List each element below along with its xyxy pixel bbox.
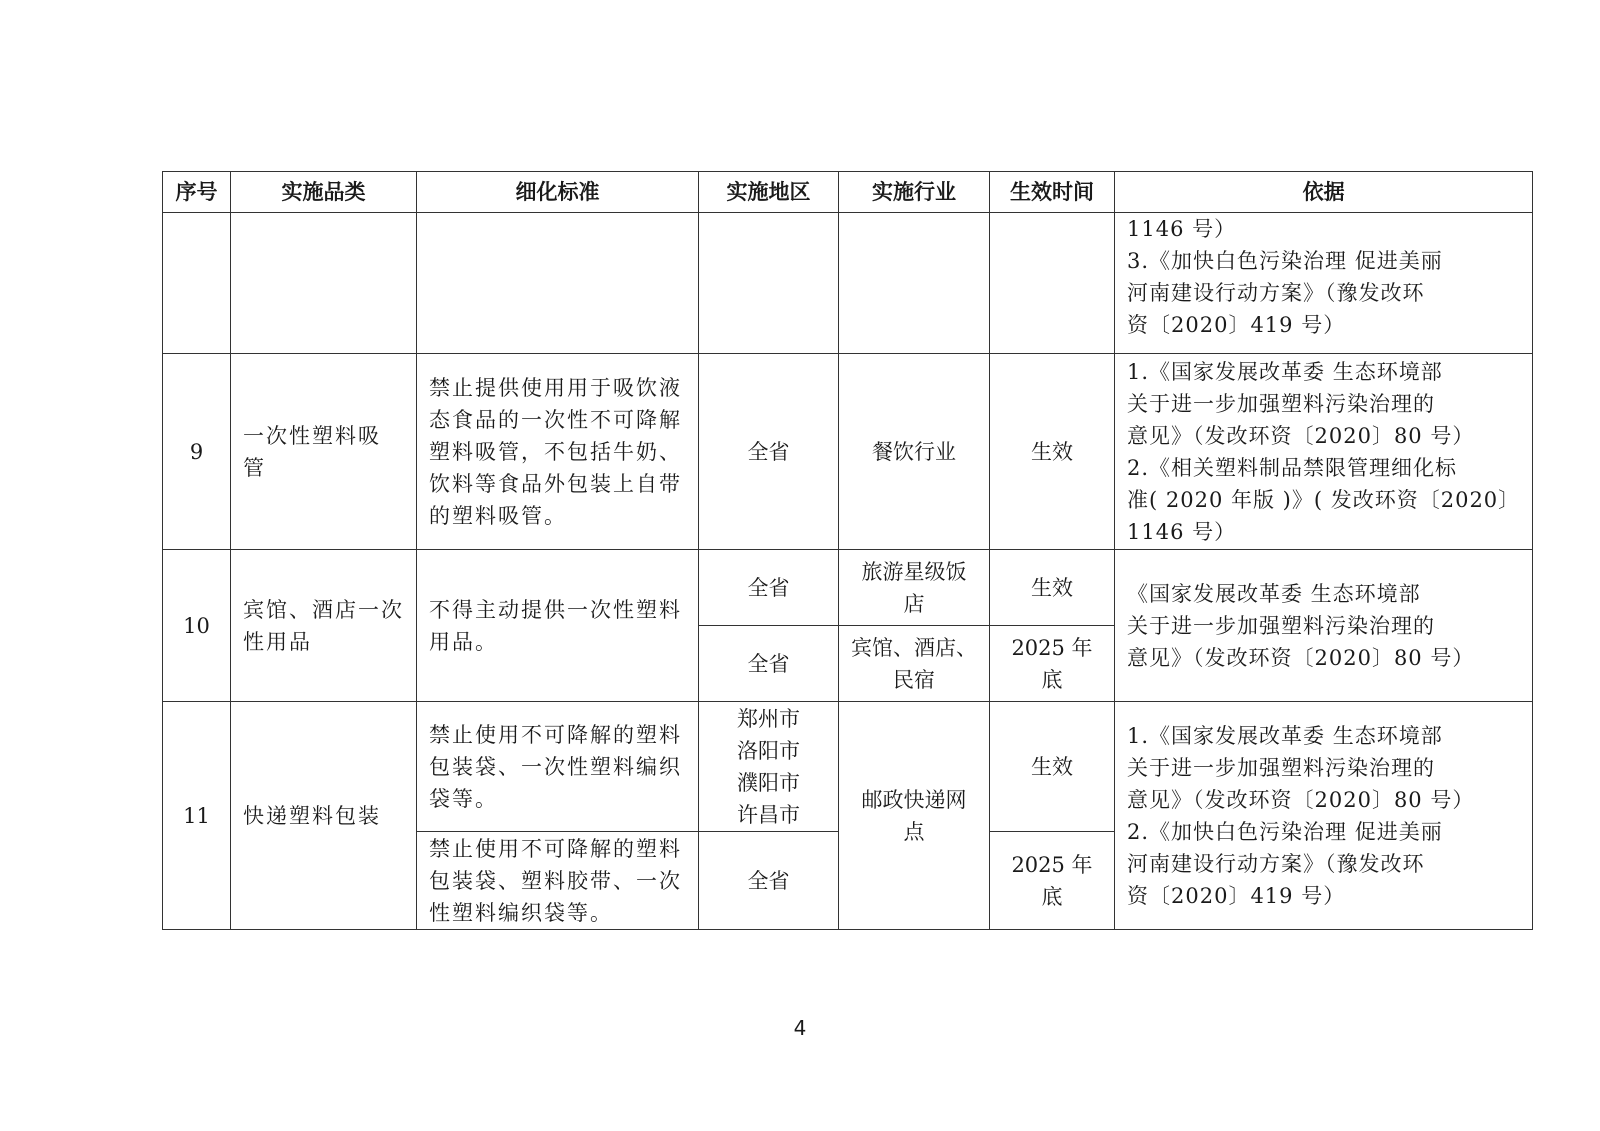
standard-line: 禁止提供使用用于吸饮液: [429, 375, 682, 400]
table-row-continuation: [163, 213, 1533, 354]
cell-standard: [417, 354, 699, 550]
standard-line: 塑料吸管，不包括牛奶、: [429, 439, 682, 464]
cell-region: 全省: [699, 626, 839, 702]
basis-line: 2.《加快白色污染治理 促进美丽: [1127, 819, 1443, 844]
cell-industry: [839, 702, 990, 930]
cell-industry: [839, 550, 990, 626]
header-row: [163, 172, 1533, 213]
basis-line: 3.《加快白色污染治理 促进美丽: [1127, 249, 1443, 273]
category-line: 管: [243, 455, 266, 480]
industry-line: 点: [903, 819, 925, 844]
basis-line: 关于进一步加强塑料污染治理的: [1127, 755, 1435, 780]
category-line: 宾馆、酒店一次: [243, 597, 404, 622]
basis-line: 1146 号）: [1127, 217, 1237, 241]
cell-effective: 2025 年底: [990, 832, 1115, 930]
cell-basis-continuation: [1115, 213, 1533, 354]
basis-line: 关于进一步加强塑料污染治理的: [1127, 391, 1435, 416]
industry-line: 邮政快递网: [861, 787, 967, 812]
standard-line: 包装袋、塑料胶带、一次: [429, 868, 682, 893]
basis-line: 1146 号）: [1127, 519, 1237, 544]
standard-line: 用品。: [429, 629, 498, 654]
basis-line: 河南建设行动方案》（豫发改环: [1127, 281, 1425, 305]
header-industry: 实施行业: [839, 172, 990, 213]
cell-no: 10: [163, 550, 231, 702]
cell-region: 全省: [699, 832, 839, 930]
cell-basis: [1115, 354, 1533, 550]
basis-line: 意见》（发改环资〔2020〕80 号）: [1127, 423, 1475, 448]
region-line: 郑州市: [737, 706, 800, 731]
table-row-9: [163, 354, 1533, 550]
basis-line: 资〔2020〕419 号）: [1127, 883, 1346, 908]
basis-line: 《国家发展改革委 生态环境部: [1127, 581, 1421, 606]
industry-line: 民宿: [893, 667, 935, 692]
cell-empty: [990, 213, 1115, 354]
cell-region: 全省: [699, 550, 839, 626]
cell-region: [699, 702, 839, 832]
standard-line: 包装袋、一次性塑料编织: [429, 754, 682, 779]
standard-line: 饮料等食品外包装上自带: [429, 471, 682, 496]
industry-line: 宾馆、酒店、: [851, 635, 977, 660]
basis-line: 1.《国家发展改革委 生态环境部: [1127, 723, 1443, 748]
region-line: 濮阳市: [737, 770, 800, 795]
header-category: 实施品类: [231, 172, 417, 213]
standard-line: 袋等。: [429, 786, 498, 811]
cell-standard: [417, 832, 699, 930]
regulation-table: [162, 171, 1533, 930]
cell-basis: [1115, 550, 1533, 702]
cell-effective: 2025 年底: [990, 626, 1115, 702]
cell-effective: 生效: [990, 354, 1115, 550]
header-effective: 生效时间: [990, 172, 1115, 213]
table-row-10: [163, 550, 1533, 626]
basis-line: 准( 2020 年版 )》( 发改环资〔2020〕: [1127, 487, 1521, 512]
category-line: 一次性塑料吸: [243, 423, 381, 448]
standard-line: 的塑料吸管。: [429, 503, 567, 528]
cell-empty: [231, 213, 417, 354]
cell-standard: [417, 702, 699, 832]
basis-line: 意见》（发改环资〔2020〕80 号）: [1127, 645, 1475, 670]
category-line: 性用品: [243, 629, 312, 654]
cell-category: [231, 550, 417, 702]
industry-line: 旅游星级饭: [861, 559, 967, 584]
standard-line: 禁止使用不可降解的塑料: [429, 836, 682, 861]
standard-line: 不得主动提供一次性塑料: [429, 597, 682, 622]
region-line: 许昌市: [737, 802, 800, 827]
basis-line: 资〔2020〕419 号）: [1127, 313, 1346, 337]
cell-effective: 生效: [990, 550, 1115, 626]
basis-line: 2.《相关塑料制品禁限管理细化标: [1127, 455, 1458, 480]
cell-no: 11: [163, 702, 231, 930]
standard-line: 性塑料编织袋等。: [429, 900, 613, 925]
page-number: 4: [793, 1016, 807, 1040]
cell-industry: 餐饮行业: [839, 354, 990, 550]
cell-category: 快递塑料包装: [231, 702, 417, 930]
basis-line: 1.《国家发展改革委 生态环境部: [1127, 359, 1443, 384]
cell-empty: [417, 213, 699, 354]
header-no: 序号: [163, 172, 231, 213]
cell-industry: [839, 626, 990, 702]
header-region: 实施地区: [699, 172, 839, 213]
basis-line: 意见》（发改环资〔2020〕80 号）: [1127, 787, 1475, 812]
region-line: 洛阳市: [737, 738, 800, 763]
industry-line: 店: [903, 591, 925, 616]
cell-effective: 生效: [990, 702, 1115, 832]
cell-category: [231, 354, 417, 550]
cell-empty: [699, 213, 839, 354]
basis-line: 关于进一步加强塑料污染治理的: [1127, 613, 1435, 638]
cell-basis: [1115, 702, 1533, 930]
cell-empty: [163, 213, 231, 354]
standard-line: 态食品的一次性不可降解: [429, 407, 682, 432]
cell-no: 9: [163, 354, 231, 550]
cell-standard: [417, 550, 699, 702]
cell-empty: [839, 213, 990, 354]
basis-line: 河南建设行动方案》（豫发改环: [1127, 851, 1425, 876]
standard-line: 禁止使用不可降解的塑料: [429, 722, 682, 747]
table-row-11: [163, 702, 1533, 832]
cell-region: 全省: [699, 354, 839, 550]
header-basis: 依据: [1115, 172, 1533, 213]
header-standard: 细化标准: [417, 172, 699, 213]
